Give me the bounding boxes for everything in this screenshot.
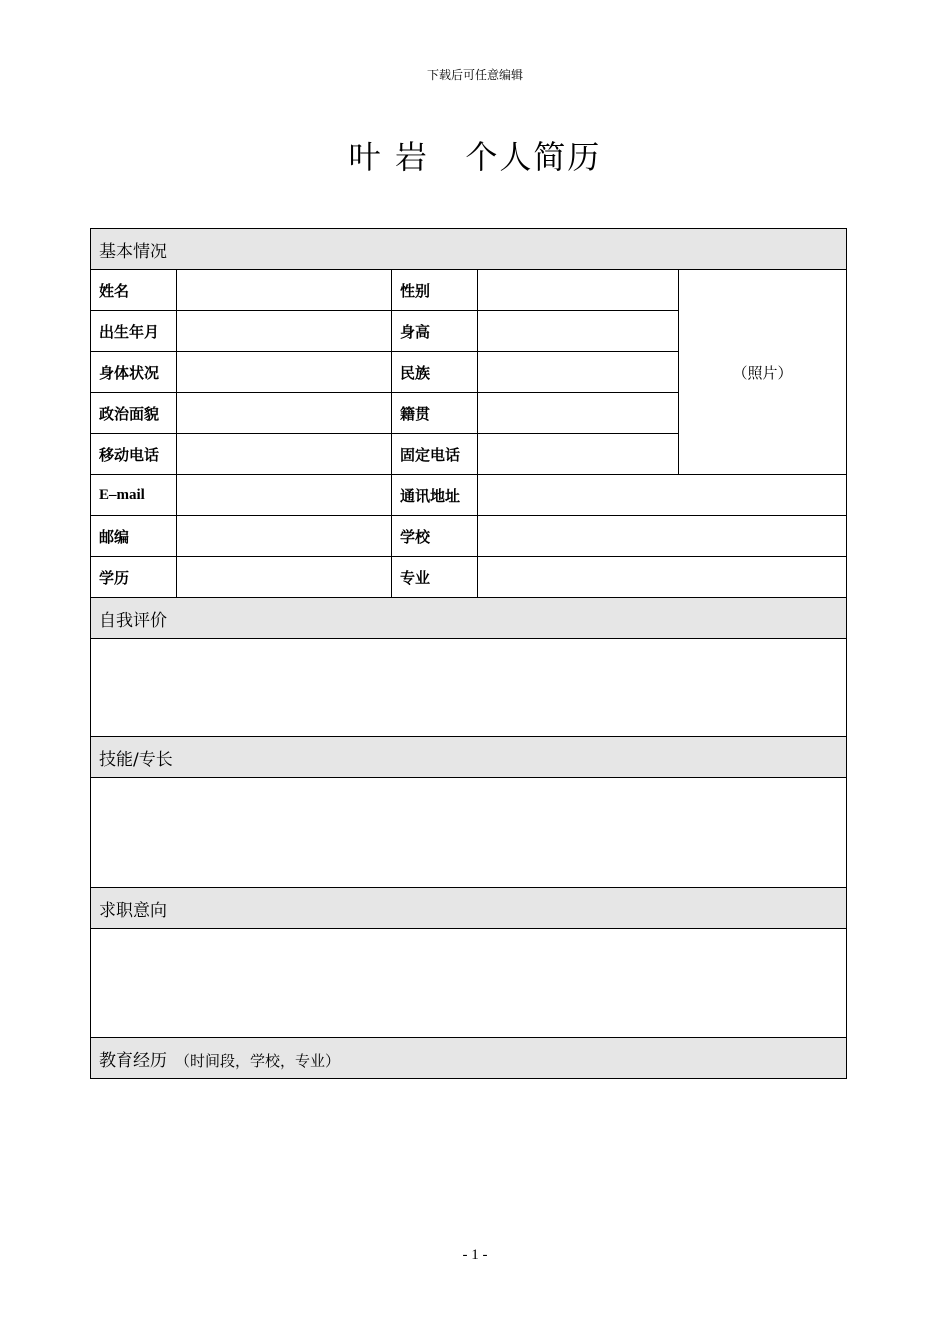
name-value-cell[interactable] bbox=[177, 270, 392, 311]
section-skills-header: 技能/专长 bbox=[91, 737, 847, 778]
birth-value-cell[interactable] bbox=[177, 311, 392, 352]
label-postcode: 邮编 bbox=[91, 516, 177, 557]
section-basic-header: 基本情况 bbox=[91, 229, 847, 270]
label-mobile: 移动电话 bbox=[91, 434, 177, 475]
health-value-cell[interactable] bbox=[177, 352, 392, 393]
label-birth: 出生年月 bbox=[91, 311, 177, 352]
degree-value-cell[interactable] bbox=[177, 557, 392, 598]
major-value-cell[interactable] bbox=[478, 557, 847, 598]
page-number: - 1 - bbox=[462, 1247, 488, 1263]
education-title: 教育经历 bbox=[99, 1050, 167, 1071]
label-health: 身体状况 bbox=[91, 352, 177, 393]
landline-value-cell[interactable] bbox=[478, 434, 679, 475]
label-name: 姓名 bbox=[91, 270, 177, 311]
job-intent-content[interactable] bbox=[91, 929, 847, 1038]
self-eval-content[interactable] bbox=[91, 639, 847, 737]
label-major: 专业 bbox=[392, 557, 478, 598]
label-politics: 政治面貌 bbox=[91, 393, 177, 434]
politics-value-cell[interactable] bbox=[177, 393, 392, 434]
label-email: E–mail bbox=[91, 475, 177, 516]
education-hint: （时间段，学校，专业） bbox=[175, 1051, 341, 1070]
label-gender: 性别 bbox=[392, 270, 478, 311]
skills-content[interactable] bbox=[91, 778, 847, 888]
section-self-eval-header: 自我评价 bbox=[91, 598, 847, 639]
postcode-value-cell[interactable] bbox=[177, 516, 392, 557]
mobile-value-cell[interactable] bbox=[177, 434, 392, 475]
page-title: 叶 岩 个人简历 bbox=[348, 138, 602, 176]
address-value-cell[interactable] bbox=[478, 475, 847, 516]
gender-value-cell[interactable] bbox=[478, 270, 679, 311]
section-job-intent-header: 求职意向 bbox=[91, 888, 847, 929]
section-education-header bbox=[91, 1038, 847, 1079]
label-height: 身高 bbox=[392, 311, 478, 352]
photo-placeholder[interactable]: （照片） bbox=[679, 270, 847, 475]
resume-table bbox=[90, 228, 847, 1079]
native-place-value-cell[interactable] bbox=[478, 393, 679, 434]
header-note: 下载后可任意编辑 bbox=[426, 68, 523, 82]
label-ethnicity: 民族 bbox=[392, 352, 478, 393]
email-value-cell[interactable] bbox=[177, 475, 392, 516]
ethnicity-value-cell[interactable] bbox=[478, 352, 679, 393]
label-landline: 固定电话 bbox=[392, 434, 478, 475]
label-address: 通讯地址 bbox=[392, 475, 478, 516]
school-value-cell[interactable] bbox=[478, 516, 847, 557]
label-native-place: 籍贯 bbox=[392, 393, 478, 434]
height-value-cell[interactable] bbox=[478, 311, 679, 352]
label-school: 学校 bbox=[392, 516, 478, 557]
label-degree: 学历 bbox=[91, 557, 177, 598]
